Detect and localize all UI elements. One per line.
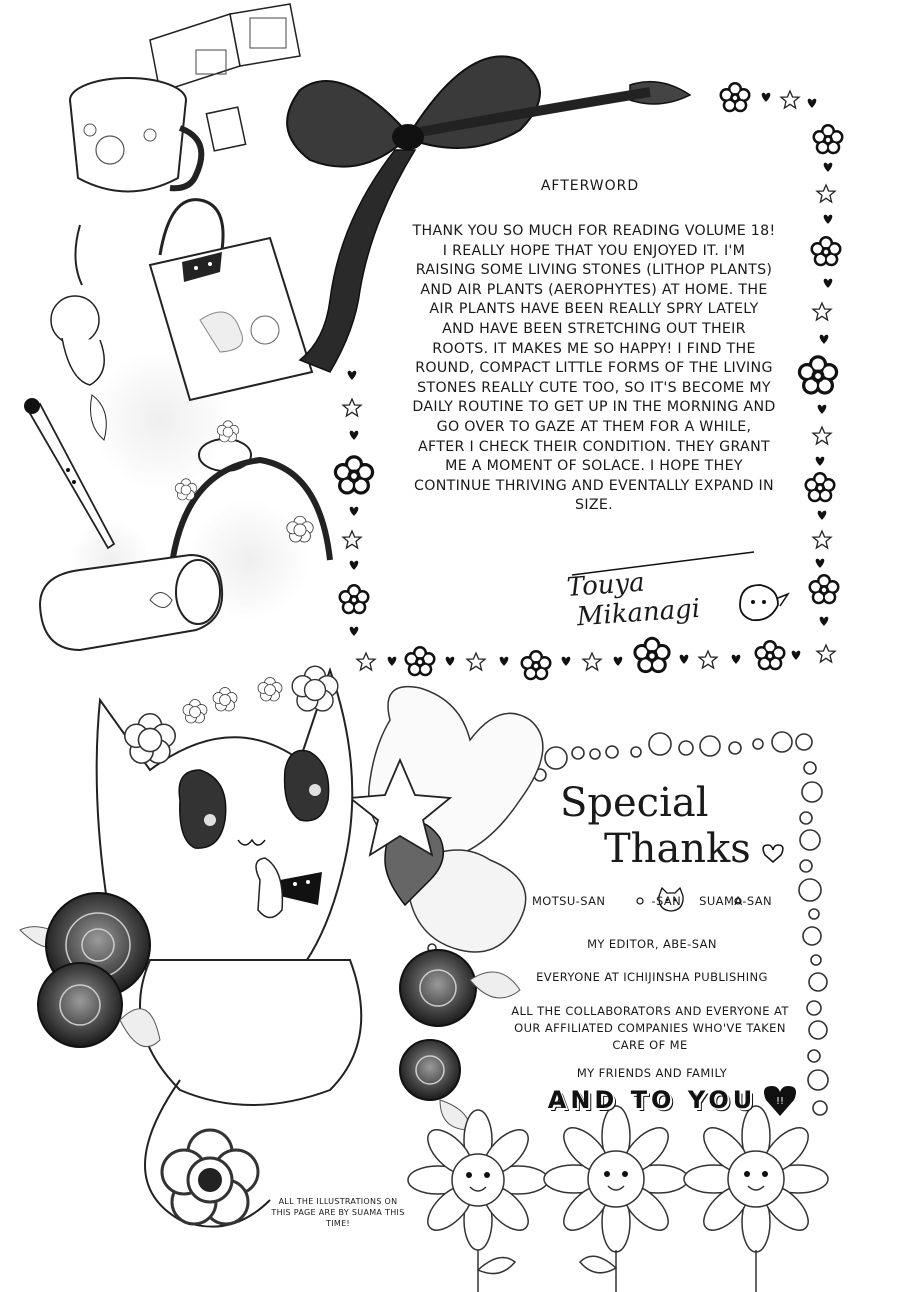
svg-text:!!: !! bbox=[775, 1096, 785, 1107]
thanks-cat-san: -SAN bbox=[651, 894, 682, 908]
illustration-credit-note: ALL THE ILLUSTRATIONS ON THIS PAGE ARE BY SUAMA THIS TIME! bbox=[271, 1197, 405, 1228]
pencil-case-illustration bbox=[40, 555, 222, 650]
manga-book-illustration bbox=[150, 4, 300, 92]
author-signature bbox=[566, 559, 770, 643]
and-to-you-closing: AND TO YOU bbox=[547, 1086, 757, 1114]
thanks-family: MY FRIENDS AND FAMILY bbox=[576, 1066, 728, 1080]
thanks-editor: MY EDITOR, ABE-SAN bbox=[587, 937, 717, 951]
afterword-title: AFTERWORD bbox=[540, 178, 640, 194]
thanks-motsu: MOTSU-SAN bbox=[531, 894, 606, 908]
thanks-collaborators: ALL THE COLLABORATORS AND EVERYONE AT OUR AFFILIATED COMPANIES WHO'VE TAKEN CARE OF ME bbox=[511, 1004, 789, 1052]
thanks-helpers bbox=[492, 893, 812, 910]
smiley-flowers-illustration bbox=[408, 1106, 828, 1292]
signature-line-2: Mikanagi bbox=[575, 593, 702, 633]
signature-line-1: Touya bbox=[565, 567, 646, 603]
card-illustration bbox=[206, 107, 245, 151]
checkered-flower-illustration bbox=[162, 1130, 258, 1224]
charm-strap-illustration bbox=[51, 225, 106, 440]
special-thanks-title-line2: Thanks bbox=[604, 826, 751, 872]
mug-illustration bbox=[70, 78, 201, 192]
thanks-suama: SUAMA-SAN bbox=[699, 894, 773, 908]
afterword-body: THANK YOU SO MUCH FOR READING VOLUME 18! I REALLY HOPE THAT YOU ENJOYED IT. I'M RAISING SOME LIVING STONES (LITHOP PLANTS) AND AIR PLANTS (AEROPHYTES) AT HOME. THE AIR PLANTS HAVE BEEN REALLY SPRY LATELY AND HAVE BEEN STRETCHING OUT THEIR ROOTS. IT MAKES ME SO HAPPY! I FIND THE ROUND, COMPACT LITTLE FORMS OF THE LIVING STONES REALLY CUTE TOO, SO IT'S BECOME MY DAILY ROUTINE TO GET UP IN THE MORNING AND GO OVER TO GAZE AT THEM FOR A WHILE, AFTER I CHECK THEIR CONDITION. THEY GRANT ME A MOMENT OF SOLACE. I HOPE THEY CONTINUE THRIVING AND EVENTALLY EXPAND IN SIZE. bbox=[412, 223, 776, 514]
special-thanks-title bbox=[560, 780, 790, 872]
thanks-publisher: EVERYONE AT ICHIJINSHA PUBLISHING bbox=[536, 970, 768, 984]
heart-wings-illustration bbox=[350, 687, 543, 952]
special-thanks-title-line1: Special bbox=[560, 780, 709, 826]
